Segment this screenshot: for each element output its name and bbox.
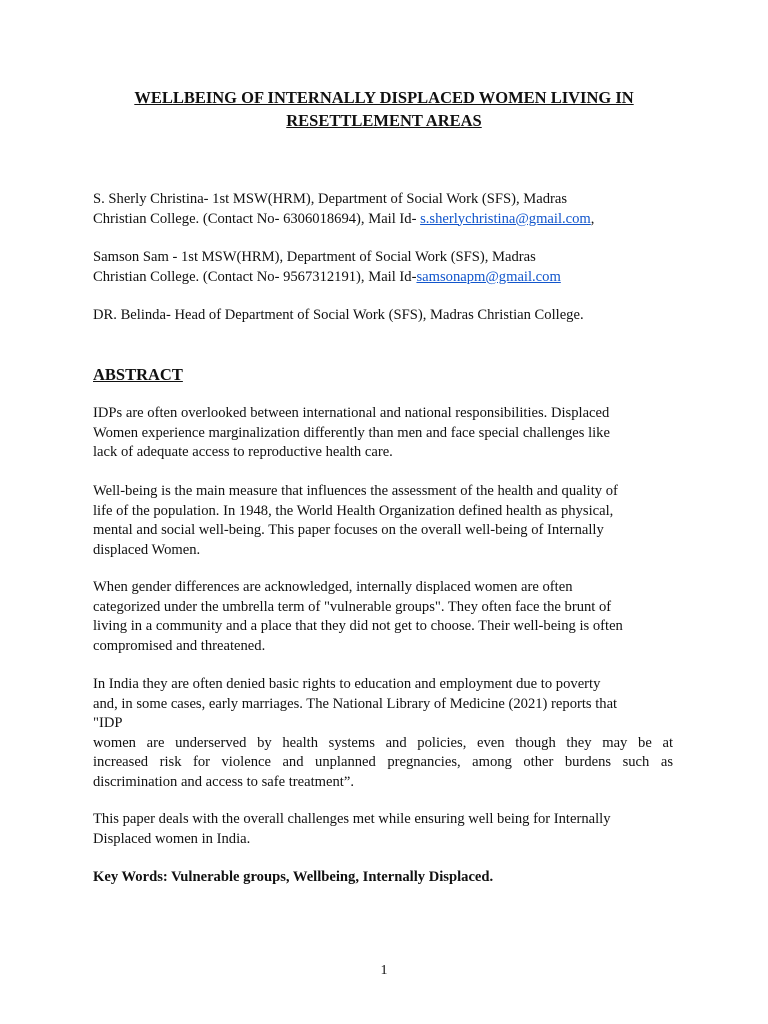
abstract-p3-line: compromised and threatened. <box>93 637 266 654</box>
author-3-line-1: DR. Belinda- Head of Department of Social Work (SFS), Madras Christian College. <box>93 307 584 323</box>
abstract-paragraph-3 <box>93 578 673 656</box>
abstract-p4-line: discrimination and access to safe treatment”. <box>93 773 354 790</box>
abstract-p4-line: increased risk for violence and unplanned pregnancies, among other burdens such as <box>93 754 673 770</box>
abstract-paragraph-1 <box>93 404 673 463</box>
paper-title-line-2: RESETTLEMENT AREAS <box>286 111 482 130</box>
keywords: Key Words: Vulnerable groups, Wellbeing, Internally Displaced. <box>93 869 494 885</box>
paper-title <box>60 86 708 132</box>
abstract-p3-line: living in a community and a place that they did not get to choose. Their well-being is often <box>93 618 623 634</box>
abstract-p4-line: and, in some cases, early marriages. The National Library of Medicine (2021) reports that <box>93 695 618 712</box>
abstract-paragraph-4 <box>93 675 673 792</box>
author-1-suffix: , <box>590 210 595 227</box>
abstract-p4-line: In India they are often denied basic rights to education and employment due to poverty <box>93 676 601 692</box>
paper-title-line-1: WELLBEING OF INTERNALLY DISPLACED WOMEN LIVING IN <box>134 88 634 107</box>
author-2-line-2 <box>93 268 673 288</box>
abstract-paragraph-5 <box>93 810 673 849</box>
abstract-p1-line: Women experience marginalization differently than men and face special challenges like <box>93 424 610 441</box>
abstract-p2-line: displaced Women. <box>93 541 201 558</box>
abstract-p5-line: This paper deals with the overall challenges met while ensuring well being for Internally <box>93 811 611 827</box>
author-2-email-link[interactable]: samsonapm@gmail.com <box>416 268 561 285</box>
author-1-line-1: S. Sherly Christina- 1st MSW(HRM), Department of Social Work (SFS), Madras <box>93 191 568 207</box>
author-2-contact: Christian College. (Contact No- 9567312191), Mail Id- <box>93 268 417 285</box>
abstract-p3-line: categorized under the umbrella term of "vulnerable groups". They often face the brunt of <box>93 598 612 615</box>
abstract-p4-line: "IDP <box>93 715 123 731</box>
abstract-p4-line: women are underserved by health systems and policies, even though they may be at <box>93 734 673 751</box>
author-block-2 <box>93 248 673 287</box>
abstract-heading: ABSTRACT <box>93 365 183 384</box>
abstract-p1-line: IDPs are often overlooked between international and national responsibilities. Displaced <box>93 405 610 421</box>
author-block-1 <box>93 190 673 229</box>
abstract-p1-line: lack of adequate access to reproductive health care. <box>93 444 393 460</box>
author-1-email-link[interactable]: s.sherlychristina@gmail.com <box>420 210 591 227</box>
abstract-paragraph-2 <box>93 482 673 560</box>
author-2-line-1: Samson Sam - 1st MSW(HRM), Department of Social Work (SFS), Madras <box>93 249 536 265</box>
abstract-p5-line: Displaced women in India. <box>93 830 251 847</box>
abstract-p2-line: mental and social well-being. This paper focuses on the overall well-being of Internally <box>93 522 604 538</box>
author-1-contact: Christian College. (Contact No- 6306018694), Mail Id- <box>93 210 421 227</box>
abstract-p3-line: When gender differences are acknowledged, internally displaced women are often <box>93 579 573 595</box>
author-1-line-2 <box>93 210 673 230</box>
abstract-p2-line: Well-being is the main measure that influences the assessment of the health and quality of <box>93 483 618 499</box>
page-number: 1 <box>380 963 388 978</box>
abstract-p2-line: life of the population. In 1948, the World Health Organization defined health as physical, <box>93 502 614 519</box>
author-block-3 <box>93 306 673 326</box>
